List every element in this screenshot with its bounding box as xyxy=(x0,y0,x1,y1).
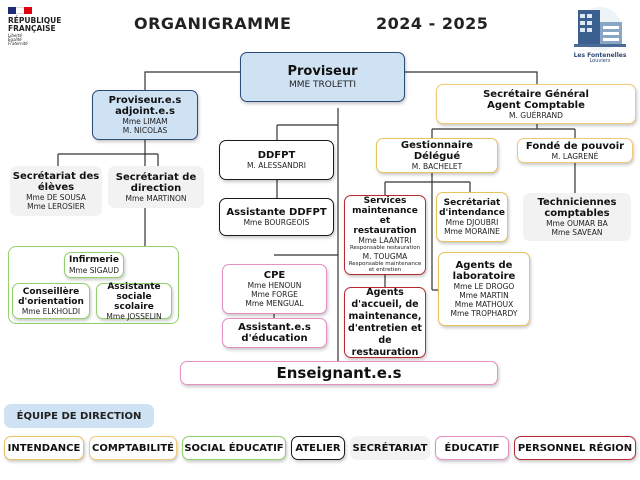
agents-accueil-title-line: d'entretien et xyxy=(348,322,422,334)
republic-line2: FRANÇAISE xyxy=(8,24,56,33)
secretariat-eleves-name: Mme DE SOUSA xyxy=(26,193,86,202)
assistante-sociale-title-line1: Assistante xyxy=(107,281,161,292)
assistante-sociale-box xyxy=(96,283,172,319)
agents-accueil-title-line: d'accueil, de xyxy=(351,298,419,310)
secretaire-general-box xyxy=(436,84,636,124)
flag-icon xyxy=(8,7,32,14)
legend-label: COMPTABILITÉ xyxy=(92,442,174,454)
secretariat-intendance-name: Mme MORAINE xyxy=(444,227,500,236)
secretariat-direction-title-line1: Secrétariat de xyxy=(115,171,197,183)
techniciennes-box xyxy=(523,193,631,241)
cpe-box xyxy=(222,264,327,314)
legend-intendance xyxy=(4,436,84,460)
fonde-pouvoir-name: M. LAGRENÉ xyxy=(551,151,599,161)
assistante-ddfpt-name: Mme BOURGEOIS xyxy=(243,218,310,227)
secretariat-intendance-name: Mme DJOUBRI xyxy=(445,218,499,227)
conseillere-title-line2: d'orientation xyxy=(18,296,84,307)
school-building-icon xyxy=(566,2,634,52)
enseignants-box xyxy=(180,361,498,385)
secretariat-direction-title-line2: direction xyxy=(130,182,182,194)
infirmerie-box xyxy=(64,252,124,278)
secretariat-intendance-box xyxy=(436,192,508,242)
legend-atelier xyxy=(291,436,345,460)
services-maintenance-box xyxy=(344,195,426,275)
secretariat-intendance-title-line1: Secrétariat xyxy=(443,198,501,208)
legend-heading-label: ÉQUIPE DE DIRECTION xyxy=(16,410,142,422)
assistants-education-title-line1: Assistant.e.s xyxy=(238,322,311,333)
legend-personnel-region xyxy=(514,436,636,460)
techniciennes-name: Mme SAVEAN xyxy=(551,228,603,237)
assistants-education-title-line2: d'éducation xyxy=(241,333,308,344)
infirmerie-title: Infirmerie xyxy=(69,255,119,265)
school-logo xyxy=(566,2,634,64)
marianne-logo xyxy=(6,6,66,46)
assistante-ddfpt-box xyxy=(219,198,334,236)
services-name: M. TOUGMA xyxy=(362,251,408,261)
cpe-name: Mme HENOUN xyxy=(247,281,302,290)
page-title: ORGANIGRAMME xyxy=(134,14,292,33)
agents-laboratoire-name: Mme TROPHARDY xyxy=(450,309,518,318)
adjoints-title-line2: adjoint.e.s xyxy=(115,106,175,117)
services-role: et entretien xyxy=(368,267,402,274)
gestionnaire-name: M. BACHELET xyxy=(411,162,463,171)
services-title-line2: maintenance xyxy=(352,206,418,217)
gestionnaire-title: Gestionnaire Délégué xyxy=(400,140,474,162)
agents-accueil-title-line: Agents xyxy=(366,286,404,298)
school-name: Les Fontenelles xyxy=(573,52,627,59)
legend-comptabilite xyxy=(89,436,177,460)
adjoints-name: Mme LIMAM xyxy=(122,117,168,126)
agents-laboratoire-name: Mme MARTIN xyxy=(459,291,509,300)
legend-label: PERSONNEL RÉGION xyxy=(517,442,633,454)
legend-label: ATELIER xyxy=(295,442,341,454)
secretaire-general-title-line2: Agent Comptable xyxy=(487,99,585,111)
agents-accueil-box xyxy=(344,287,426,358)
school-town: Louviers xyxy=(589,58,611,64)
cpe-title: CPE xyxy=(263,270,286,281)
services-title-line3: et restauration xyxy=(353,216,417,237)
secretariat-eleves-box xyxy=(10,166,102,216)
agents-laboratoire-box xyxy=(438,252,530,326)
secretariat-eleves-name: Mme LEROSIER xyxy=(27,202,85,211)
republic-line1: RÉPUBLIQUE xyxy=(8,16,62,25)
proviseur-title: Proviseur xyxy=(287,63,358,79)
legend-educatif xyxy=(435,436,509,460)
techniciennes-title-line1: Techniciennes xyxy=(537,197,617,208)
services-role: Responsable restauration xyxy=(349,245,421,252)
agents-accueil-title-line: maintenance, xyxy=(348,310,422,322)
agents-laboratoire-title-line1: Agents de xyxy=(455,260,513,271)
school-year: 2024 - 2025 xyxy=(376,14,489,33)
secretariat-eleves-title-line1: Secrétariat des xyxy=(12,171,100,182)
techniciennes-name: Mme OUMAR BA xyxy=(546,219,608,228)
ddfpt-name: M. ALESSANDRI xyxy=(247,161,306,170)
cpe-name: Mme FORGE xyxy=(251,290,298,299)
legend-secretariat xyxy=(350,436,430,460)
techniciennes-title-line2: comptables xyxy=(544,208,610,219)
ddfpt-title: DDFPT xyxy=(257,150,296,161)
secretaire-general-name: M. GUÉRRAND xyxy=(509,110,563,120)
ddfpt-box xyxy=(219,140,334,180)
adjoints-title-line1: Proviseur.e.s xyxy=(108,95,182,106)
assistante-ddfpt-title: Assistante DDFPT xyxy=(226,207,327,218)
secretaire-general-title-line1: Secrétaire Général xyxy=(483,88,589,100)
assistants-education-box xyxy=(222,318,327,348)
conseillere-name: Mme ELKHOLDI xyxy=(21,306,81,316)
legend-label: ÉDUCATIF xyxy=(444,442,500,454)
conseillere-title-line1: Conseillère xyxy=(22,286,80,297)
services-role: Responsable maintenance xyxy=(348,260,422,267)
assistante-sociale-title-line2: sociale scolaire xyxy=(114,291,154,312)
gestionnaire-box xyxy=(376,138,498,173)
agents-laboratoire-title-line2: laboratoire xyxy=(452,271,516,282)
services-name: Mme LAANTRI xyxy=(358,236,412,246)
cpe-name: Mme MENGUAL xyxy=(245,299,304,308)
secretariat-eleves-title-line2: élèves xyxy=(37,182,75,193)
secretariat-direction-box xyxy=(108,166,204,208)
motto1: Liberté xyxy=(8,33,23,38)
proviseur-box xyxy=(240,52,405,102)
infirmerie-name: Mme SIGAUD xyxy=(69,266,119,275)
secretariat-direction-name: Mme MARTINON xyxy=(125,193,187,203)
fonde-pouvoir-box xyxy=(517,138,633,163)
conseillere-orientation-box xyxy=(12,283,90,319)
agents-accueil-title-line: de restauration xyxy=(351,334,419,358)
proviseur-name: MME TROLETTI xyxy=(288,79,357,90)
adjoints-name: M. NICOLAS xyxy=(122,126,168,135)
legend-social-educatif xyxy=(182,436,286,460)
legend-label: SOCIAL ÉDUCATIF xyxy=(184,442,284,454)
assistante-sociale-name: Mme JOSSELIN xyxy=(106,311,162,321)
legend-label: INTENDANCE xyxy=(7,442,81,454)
motto2: Égalité xyxy=(8,37,22,42)
enseignants-title: Enseignant.e.s xyxy=(276,364,402,382)
agents-laboratoire-name: Mme MATHOUX xyxy=(454,300,514,309)
agents-laboratoire-name: Mme LE DROGO xyxy=(453,282,515,291)
secretariat-intendance-title-line2: d'intendance xyxy=(439,208,505,218)
legend-label: SECRÉTARIAT xyxy=(352,442,428,454)
legend-heading xyxy=(4,404,154,428)
motto3: Fraternité xyxy=(8,41,28,46)
services-title-line1: Services xyxy=(363,196,407,207)
adjoints-box xyxy=(92,90,198,140)
fonde-pouvoir-title: Fondé de pouvoir xyxy=(525,140,625,152)
